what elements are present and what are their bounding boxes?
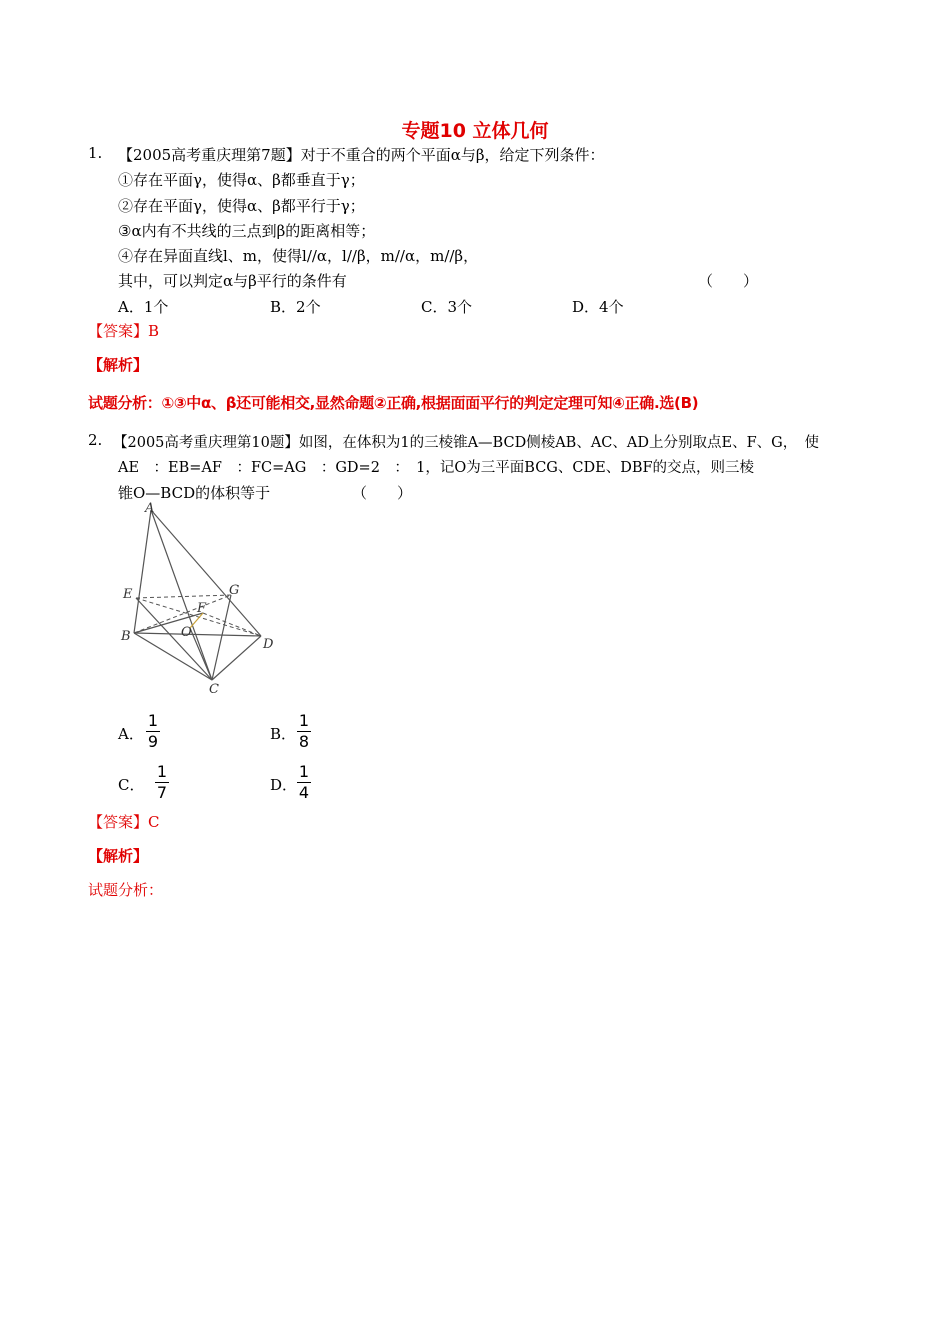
q1-condition-2: ②存在平面γ，使得α、β都平行于γ； — [118, 197, 365, 215]
q2-option-d-letter: D． — [270, 776, 298, 794]
vertex-label-f: F — [197, 601, 207, 616]
q2-option-c-denominator: 7 — [156, 783, 168, 802]
q1-condition-3: ③α内有不共线的三点到β的距离相等； — [118, 222, 376, 240]
q2-option-b-numerator: 1 — [298, 711, 310, 730]
tetrahedron-figure — [115, 500, 285, 695]
q2-stem-line-3: 锥O—BCD的体积等于 — [118, 484, 271, 502]
vertex-label-d: D — [263, 637, 274, 652]
vertex-label-a: A — [145, 501, 155, 516]
vertex-label-g: G — [229, 583, 240, 598]
page-title: 专题10 立体几何 — [401, 120, 549, 142]
q2-option-c-fraction — [152, 762, 172, 803]
q2-answer: 【答案】C — [88, 813, 160, 831]
q1-option-b: B．2个 — [270, 298, 321, 316]
q2-option-a-numerator: 1 — [147, 711, 159, 730]
vertex-label-e: E — [123, 587, 133, 602]
q2-stem-line-1: 【2005高考重庆理第10题】如图，在体积为1的三棱锥A—BCD侧棱AB、AC、AD上分别取点E、F、G， 使 — [113, 435, 819, 451]
vertex-label-c: C — [209, 682, 219, 695]
q2-option-c-letter: C． — [118, 776, 145, 794]
q2-option-d-denominator: 4 — [298, 783, 310, 802]
q1-ask: 其中，可以判定α与β平行的条件有 — [118, 272, 347, 290]
q2-option-b-letter: B． — [270, 725, 297, 743]
q1-condition-4: ④存在异面直线l、m，使得l//α，l//β，m//α，m//β， — [118, 247, 479, 265]
q2-option-a-denominator: 9 — [147, 732, 159, 751]
q1-answer-blank: （ ） — [698, 272, 759, 290]
q2-analysis-text: 试题分析： — [88, 881, 164, 899]
q2-option-c-numerator: 1 — [156, 762, 168, 781]
q2-option-b-fraction — [294, 711, 314, 752]
q1-answer: 【答案】B — [88, 322, 160, 340]
q2-option-a-fraction — [143, 711, 163, 752]
q2-answer-blank: （ ） — [352, 484, 413, 502]
q1-analysis-label: 【解析】 — [88, 356, 149, 374]
q2-stem-line-2: AE ：EB=AF ：FC=AG ：GD=2 ： 1，记O为三平面BCG、CDE、DBF的交点，则三棱 — [118, 460, 755, 476]
q2-option-d-fraction — [294, 762, 314, 803]
q1-analysis-text: 试题分析：①③中α、β还可能相交,显然命题②正确,根据面面平行的判定定理可知④正确.选(B) — [88, 394, 699, 412]
q2-option-a-letter: A． — [118, 725, 144, 743]
q2-analysis-label: 【解析】 — [88, 847, 149, 865]
q2-number: 2. — [88, 431, 103, 449]
q1-option-c: C．3个 — [421, 298, 473, 316]
q1-condition-1: ①存在平面γ，使得α、β都垂直于γ； — [118, 171, 365, 189]
vertex-label-o: O — [181, 625, 192, 640]
q2-option-b-denominator: 8 — [298, 732, 310, 751]
vertex-label-b: B — [121, 629, 131, 644]
q1-option-a: A．1个 — [118, 298, 169, 316]
q1-option-d: D．4个 — [572, 298, 624, 316]
q1-number: 1. — [88, 144, 103, 162]
q1-stem: 【2005高考重庆理第7题】对于不重合的两个平面α与β，给定下列条件： — [118, 146, 605, 164]
q2-option-d-numerator: 1 — [298, 762, 310, 781]
